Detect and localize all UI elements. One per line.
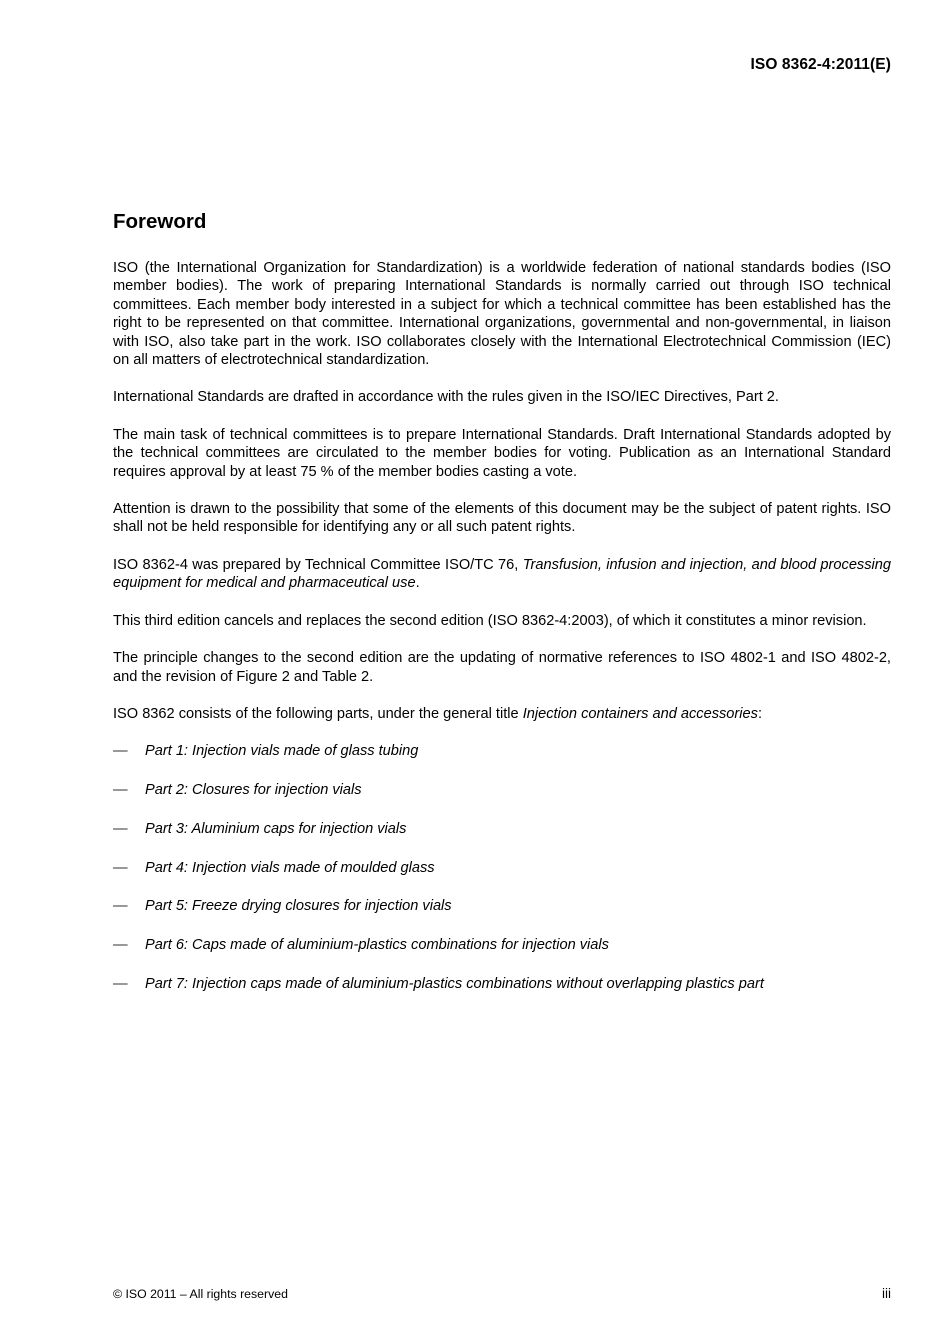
dash-bullet: —: [113, 898, 128, 915]
parts-list: [113, 742, 891, 993]
dash-bullet: —: [113, 937, 128, 954]
part-title: Part 4: Injection vials made of moulded glass: [145, 859, 435, 876]
paragraph-directives: International Standards are drafted in accordance with the rules given in the ISO/IEC Directives, Part 2.: [113, 389, 779, 406]
part-title: Part 3: Aluminium caps for injection vials: [145, 820, 407, 837]
page-title: Foreword: [113, 210, 207, 233]
list-item: [113, 975, 891, 993]
dash-bullet: —: [113, 782, 128, 799]
parts-intro-suffix: :: [757, 705, 763, 722]
parts-intro-text: ISO 8362 consists of the following parts, under the general title: [113, 705, 523, 722]
list-item: [113, 781, 891, 799]
dash-bullet: —: [113, 976, 128, 992]
part-title: Part 7: Injection caps made of aluminium-plastics combinations without overlapping plastics part: [145, 976, 764, 992]
part-title: Part 2: Closures for injection vials: [145, 782, 362, 799]
list-item: [113, 859, 891, 877]
prepared-by-suffix: .: [415, 575, 420, 592]
part-title: Part 6: Caps made of aluminium-plastics combinations for injection vials: [145, 937, 609, 954]
committee-title: Transfusion, infusion and injection, and blood processing equipment for medical and pharmaceutical use: [113, 556, 892, 592]
list-item: [113, 820, 891, 838]
paragraph-prepared-by: [113, 556, 891, 593]
dash-bullet: —: [113, 820, 128, 837]
page-number: iii: [882, 1286, 891, 1301]
general-title: Injection containers and accessories: [522, 705, 758, 722]
list-item: [113, 897, 891, 915]
paragraph-parts-intro: [113, 705, 891, 723]
prepared-by-text: ISO 8362-4 was prepared by Technical Committee ISO/TC 76,: [113, 556, 523, 573]
paragraph-patent-rights: Attention is drawn to the possibility that some of the elements of this document may be the subject of patent rights. ISO shall not be held responsible for identifying any or all such patent rights.: [113, 501, 891, 536]
paragraph-edition: This third edition cancels and replaces the second edition (ISO 8362-4:2003), of which it constitutes a minor revision.: [113, 612, 867, 629]
paragraph-iso-description: ISO (the International Organization for Standardization) is a worldwide federation of national standards bodies (ISO member bodies). The work of preparing International Standards is normally carried out through ISO technical committees. Each member body interested in a subject for which a technical committee has been established has the right to be represented on that committee. International organizations, governmental and non-governmental, in liaison with ISO, also take part in the work. ISO collaborates closely with the International Electrotechnical Commission (IEC) on all matters of electrotechnical standardization.: [113, 260, 891, 369]
document-identifier: ISO 8362-4:2011(E): [750, 56, 891, 73]
copyright-notice: © ISO 2011 – All rights reserved: [113, 1287, 288, 1301]
paragraph-technical-committees: The main task of technical committees is to prepare International Standards. Draft International Standards adopted by the technical committees are circulated to the member bodies for voting. Publication as an International Standard requires approval by at least 75 % of the member bodies casting a vote.: [113, 426, 891, 480]
part-title: Part 1: Injection vials made of glass tubing: [145, 743, 419, 760]
dash-bullet: —: [113, 859, 128, 876]
list-item: [113, 936, 891, 954]
part-title: Part 5: Freeze drying closures for injection vials: [145, 898, 452, 915]
paragraph-changes: The principle changes to the second edition are the updating of normative references to ISO 4802-1 and ISO 4802-2, and the revision of Figure 2 and Table 2.: [113, 650, 891, 685]
foreword-section: [113, 208, 891, 1014]
list-item: [113, 742, 891, 760]
dash-bullet: —: [113, 743, 128, 760]
